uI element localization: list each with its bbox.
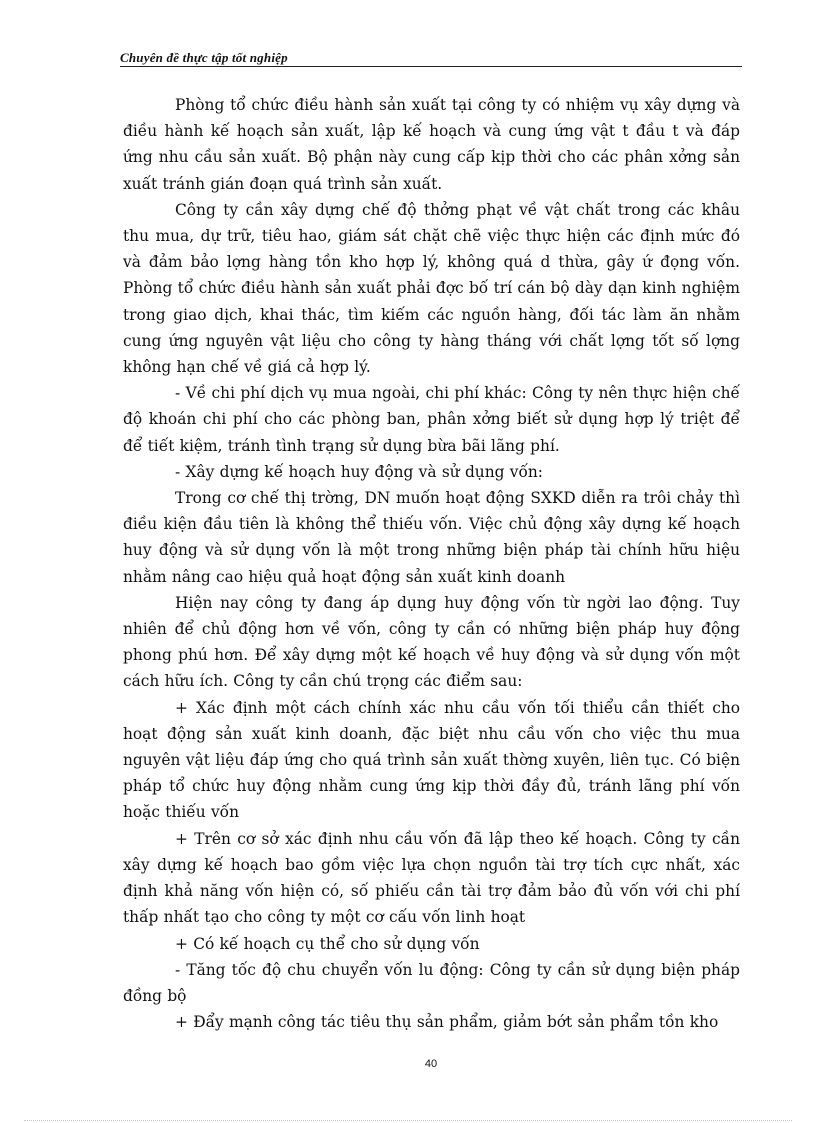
page-number: 40 <box>424 1058 438 1070</box>
body-text <box>123 92 740 1035</box>
paragraph-4: - Xây dựng kế hoạch huy động và sử dụng vốn: <box>175 462 543 481</box>
paragraph-9: + Có kế hoạch cụ thể cho sử dụng vốn <box>175 934 480 953</box>
paragraph-8: + Trên cơ sở xác định nhu cầu vốn đã lập theo kế hoạch. Công ty cần xây dựng kế hoạch bao gồm việc lựa chọn nguồn tài trợ tích cực nhất, xác định khả năng vốn hiện có, số phiếu cần tài trợ đảm bảo đủ vốn với chi phí thấp nhất tạo cho công ty một cơ cấu vốn linh hoạt <box>123 829 740 927</box>
paragraph-6: Hiện nay công ty đang áp dụng huy động vốn từ ngời lao động. Tuy nhiên để chủ động hơn về vốn, công ty cần có những biện pháp huy động phong phú hơn. Để xây dựng một kế hoạch về huy động và sử dụng vốn một cách hữu ích. Công ty cần chú trọng các điểm sau: <box>123 593 740 691</box>
paragraph-11: + Đẩy mạnh công tác tiêu thụ sản phẩm, giảm bớt sản phẩm tồn kho <box>175 1013 719 1032</box>
header-title: Chuyên đề thực tập tốt nghiệp <box>120 50 288 65</box>
running-header <box>120 50 742 67</box>
paragraph-5: Trong cơ chế thị trờng, DN muốn hoạt động SXKD diễn ra trôi chảy thì điều kiện đầu tiên là không thể thiếu vốn. Việc chủ động xây dựng kế hoạch huy động và sử dụng vốn là một trong những biện pháp tài chính hữu hiệu nhằm nâng cao hiệu quả hoạt động sản xuất kinh doanh <box>123 489 740 586</box>
paragraph-10: - Tăng tốc độ chu chuyển vốn lu động: Công ty cần sử dụng biện pháp đồng bộ <box>123 960 740 1005</box>
paragraph-1: Phòng tổ chức điều hành sản xuất tại công ty có nhiệm vụ xây dựng và điều hành kế hoạch sản xuất, lập kế hoạch và cung ứng vật t đầu t và đáp ứng nhu cầu sản xuất. Bộ phận này cung cấp kịp thời cho các phân xởng sản xuất tránh gián đoạn quá trình sản xuất. <box>123 96 740 193</box>
paragraph-2: Công ty cần xây dựng chế độ thởng phạt về vật chất trong các khâu thu mua, dự trữ, tiêu hao, giám sát chặt chẽ việc thực hiện các định mức đó và đảm bảo lợng hàng tồn kho hợp lý, không quá d thừa, gây ứ đọng vốn. Phòng tổ chức điều hành sản xuất phải đợc bố trí cán bộ dày dạn kinh nghiệm trong giao dịch, khai thác, tìm kiếm các nguồn hàng, đối tác làm ăn nhằm cung ứng nguyên vật liệu cho công ty hàng tháng với chất lợng tốt số lợng không hạn chế về giá cả hợp lý. <box>123 200 740 377</box>
paragraph-3: - Về chi phí dịch vụ mua ngoài, chi phí khác: Công ty nên thực hiện chế độ khoán chi phí cho các phòng ban, phân xởng biết sử dụng hợp lý triệt để để tiết kiệm, tránh tình trạng sử dụng bừa bãi lãng phí. <box>123 384 740 455</box>
page-bottom-divider <box>24 1120 792 1121</box>
paragraph-7: + Xác định một cách chính xác nhu cầu vốn tối thiểu cần thiết cho hoạt động sản xuất kinh doanh, đặc biệt nhu cầu vốn cho việc thu mua nguyên vật liệu đáp ứng cho quá trình sản xuất thờng xuyên, liên tục. Có biện pháp tổ chức huy động nhằm cung ứng kịp thời đầy đủ, tránh lãng phí vốn hoặc thiếu vốn <box>123 698 740 822</box>
